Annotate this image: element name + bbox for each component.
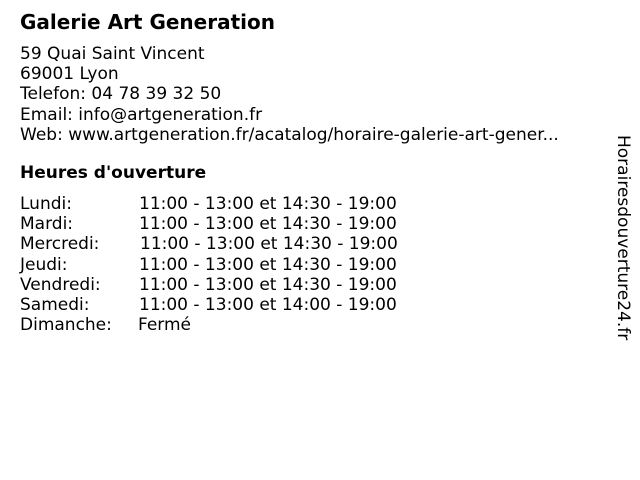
- vertical-brand-text: Horairesdouverture24.fr: [613, 135, 633, 341]
- day-label: Mardi:: [20, 214, 74, 235]
- contact-info: [20, 44, 559, 145]
- day-label: Mercredi:: [20, 234, 100, 255]
- hours-title: Heures d'ouverture: [20, 163, 207, 183]
- address-line-2: 69001 Lyon: [20, 64, 119, 85]
- time-value: 11:00 - 13:00 et 14:30 - 19:00: [139, 214, 397, 235]
- time-value: Fermé: [138, 315, 192, 336]
- email-line: Email: info@artgeneration.fr: [20, 104, 263, 125]
- day-label: Vendredi:: [20, 274, 101, 295]
- time-value: 11:00 - 13:00 et 14:00 - 19:00: [139, 294, 397, 315]
- day-label: Samedi:: [20, 294, 90, 315]
- business-name: Galerie Art Generation: [20, 10, 275, 34]
- time-value: 11:00 - 13:00 et 14:30 - 19:00: [140, 234, 398, 255]
- phone-line: Telefon: 04 78 39 32 50: [20, 84, 222, 105]
- time-value: 11:00 - 13:00 et 14:30 - 19:00: [139, 254, 397, 275]
- time-value: 11:00 - 13:00 et 14:30 - 19:00: [139, 274, 397, 295]
- web-line: Web: www.artgeneration.fr/acatalog/horaire-galerie-art-gener...: [20, 124, 559, 145]
- day-label: Dimanche:: [20, 315, 112, 336]
- day-label: Lundi:: [20, 194, 72, 214]
- address-line-1: 59 Quai Saint Vincent: [20, 44, 205, 64]
- time-value: 11:00 - 13:00 et 14:30 - 19:00: [139, 194, 397, 214]
- vertical-brand-label: [612, 135, 634, 375]
- day-label: Jeudi:: [20, 254, 68, 275]
